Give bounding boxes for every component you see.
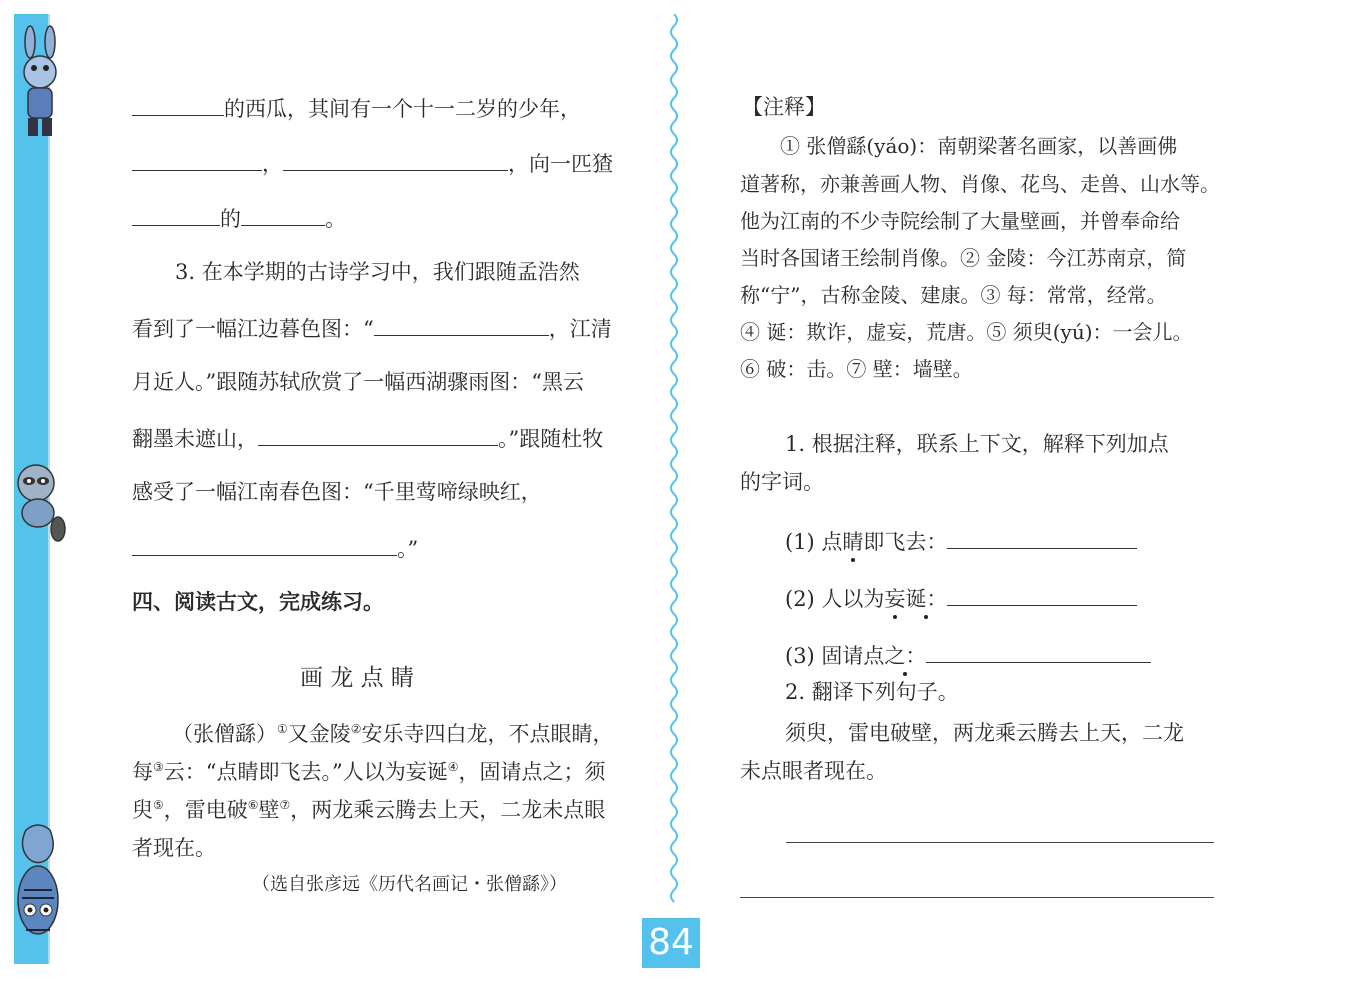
- text: 的西瓜，其间有一个十一二岁的少年，: [224, 97, 581, 121]
- passage-line3: [132, 800, 605, 821]
- q3-line3: 月近人。”跟随苏轼欣赏了一幅西湖骤雨图：“黑云: [132, 370, 584, 394]
- dotted-char: 妄: [884, 587, 906, 611]
- answer-blank[interactable]: [374, 317, 549, 336]
- text: 为: [863, 587, 885, 611]
- text: (2): [785, 587, 822, 611]
- answer-blank[interactable]: [132, 537, 397, 556]
- q3-line2: [132, 317, 612, 340]
- q3-line4: [132, 427, 603, 450]
- center-divider-wave: [666, 14, 682, 909]
- answer-blank[interactable]: [947, 530, 1137, 549]
- text: ，雷电破: [163, 798, 248, 822]
- dotted-char: 诞：: [905, 587, 948, 611]
- text: 即飞去：: [863, 530, 948, 554]
- text: 。”: [397, 537, 419, 561]
- text: 的: [220, 207, 241, 231]
- q1-item3: [785, 644, 1151, 667]
- passage-line2: [132, 762, 606, 783]
- text: 请: [842, 644, 864, 668]
- text: 看到了一幅江边暮色图：“: [132, 317, 374, 341]
- note-line-3: 他为江南的不少寺院绘制了大量壁画，并曾奉命给: [740, 209, 1180, 233]
- note-line-4: 当时各国诸王绘制肖像。② 金陵：今江苏南京，简: [740, 246, 1187, 270]
- q2-line2: [132, 152, 613, 175]
- text: ，: [262, 152, 283, 176]
- text: 云：“点睛即飞去。”人以为妄诞: [163, 760, 448, 784]
- q1-line1: 1. 根据注释，联系上下文，解释下列加点: [785, 432, 1169, 456]
- section4-title: 四、阅读古文，完成练习。: [132, 590, 384, 614]
- q3-line6: [132, 537, 418, 560]
- passage-line4: 者现在。: [132, 836, 216, 860]
- text: 点: [821, 530, 843, 554]
- footnote-mark: ⑦: [279, 798, 291, 812]
- note-line-6: ④ 诞：欺诈，虚妄，荒唐。⑤ 须臾(yú)：一会儿。: [740, 320, 1193, 344]
- note-line-2: 道著称，亦兼善画人物、肖像、花鸟、走兽、山水等。: [740, 172, 1220, 196]
- answer-blank[interactable]: [926, 644, 1151, 663]
- answer-blank[interactable]: [132, 207, 220, 226]
- note-line-1: ① 张僧繇(yáo)：南朝梁著名画家，以善画佛: [780, 134, 1178, 158]
- answer-blank[interactable]: [241, 207, 325, 226]
- note-line-7: ⑥ 破：击。⑦ 壁：墙壁。: [740, 357, 973, 381]
- text: (1): [785, 530, 822, 554]
- q1-item1: [785, 530, 1137, 553]
- text: ，两龙乘云腾去上天，二龙未点眼: [290, 798, 606, 822]
- text: 每: [132, 760, 153, 784]
- answer-blank[interactable]: [283, 152, 508, 171]
- footnote-mark: ②: [350, 722, 362, 736]
- q1-line2: 的字词。: [740, 470, 824, 494]
- rabbit-mascot-icon: [6, 22, 70, 142]
- translation-answer-line[interactable]: [740, 897, 1214, 898]
- footnote-mark: ⑥: [247, 798, 259, 812]
- footnote-mark: ⑤: [153, 798, 164, 812]
- text: (3): [785, 644, 822, 668]
- q3-line1: 3. 在本学期的古诗学习中，我们跟随孟浩然: [175, 260, 580, 284]
- text: 壁: [258, 798, 280, 822]
- passage-source: （选自张彦远《历代名画记・张僧繇》）: [252, 874, 567, 895]
- q2-title: 2. 翻译下列句子。: [785, 680, 959, 704]
- q1-item2: [785, 587, 1137, 610]
- q3-line5: 感受了一幅江南春色图：“千里莺啼绿映红，: [132, 480, 542, 504]
- q2-sentence-line1: 须臾，雷电破壁，两龙乘云腾去上天，二龙: [785, 721, 1184, 745]
- page-number: 84: [642, 918, 700, 968]
- q2-sentence-line2: 未点眼者现在。: [740, 759, 887, 783]
- text: 安乐寺四白龙，不点眼睛，: [361, 722, 614, 746]
- note-line-5: 称“宁”，古称金陵、建康。③ 每：常常，经常。: [740, 283, 1167, 307]
- text: 人: [821, 587, 843, 611]
- footnote-mark: ①: [277, 722, 288, 736]
- text: 臾: [132, 798, 153, 822]
- text: 。: [325, 207, 346, 231]
- text: （张僧繇）: [172, 722, 277, 746]
- translation-answer-line[interactable]: [786, 842, 1214, 843]
- tiger-mascot-icon: [6, 820, 70, 945]
- notes-title: 【注释】: [742, 95, 826, 119]
- raccoon-mascot-icon: [6, 455, 70, 545]
- answer-blank[interactable]: [132, 97, 224, 116]
- passage-title: 画 龙 点 睛: [300, 665, 414, 691]
- text: ，固请点之；须: [458, 760, 606, 784]
- answer-blank[interactable]: [132, 152, 262, 171]
- q2-line3: [132, 207, 346, 230]
- answer-blank[interactable]: [947, 587, 1137, 606]
- footnote-mark: ③: [153, 760, 164, 774]
- dotted-char: 睛: [842, 530, 864, 554]
- passage-line1: [172, 724, 614, 745]
- text: 翻墨未遮山，: [132, 427, 258, 451]
- answer-blank[interactable]: [258, 427, 498, 446]
- footnote-mark: ④: [447, 760, 459, 774]
- text: 固: [821, 644, 843, 668]
- text: 又金陵: [287, 722, 351, 746]
- q2-line1: [132, 97, 581, 120]
- dotted-char: 之：: [884, 644, 927, 668]
- text: 点: [863, 644, 885, 668]
- text: ，江清: [548, 317, 612, 341]
- text: 以: [842, 587, 864, 611]
- text: ，向一匹猹: [508, 152, 613, 176]
- text: 。”跟随杜牧: [498, 427, 604, 451]
